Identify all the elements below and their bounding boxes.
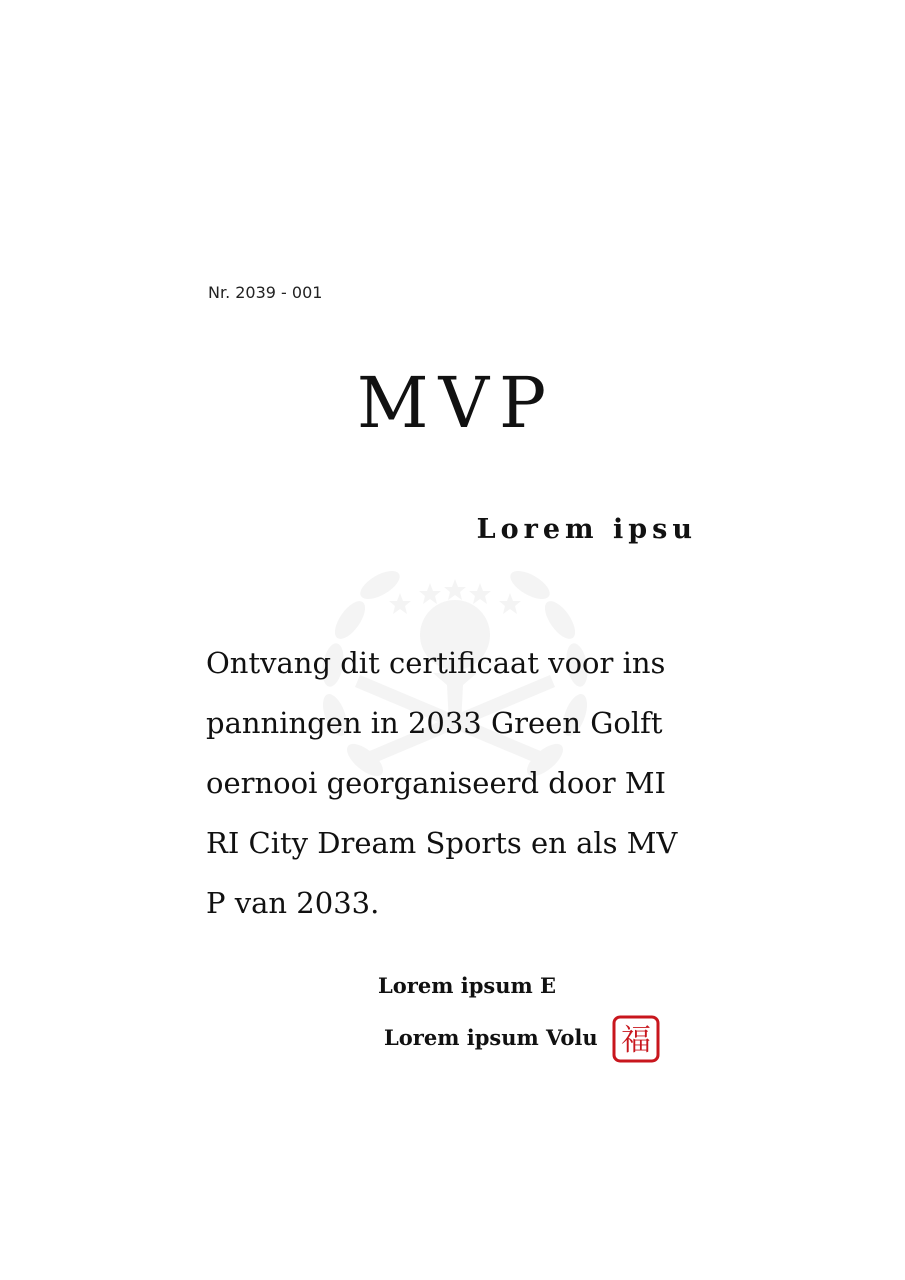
red-seal-stamp-icon bbox=[612, 1015, 660, 1063]
body-line: oernooi georganiseerd door MI bbox=[206, 766, 666, 800]
certificate-body bbox=[206, 633, 706, 933]
certificate-number: Nr. 2039 - 001 bbox=[208, 283, 323, 302]
signatory-primary: Lorem ipsum E bbox=[378, 973, 557, 998]
body-line: P van 2033. bbox=[206, 886, 380, 920]
signatory-secondary: Lorem ipsum Volu bbox=[384, 1025, 598, 1050]
body-line: panningen in 2033 Green Golft bbox=[206, 706, 663, 740]
body-line: RI City Dream Sports en als MV bbox=[206, 826, 678, 860]
recipient-name: Lorem ipsu bbox=[476, 514, 697, 545]
seal-character: 福 bbox=[621, 1023, 651, 1058]
certificate-title: MVP bbox=[356, 362, 557, 444]
body-line: Ontvang dit certificaat voor ins bbox=[206, 646, 666, 680]
